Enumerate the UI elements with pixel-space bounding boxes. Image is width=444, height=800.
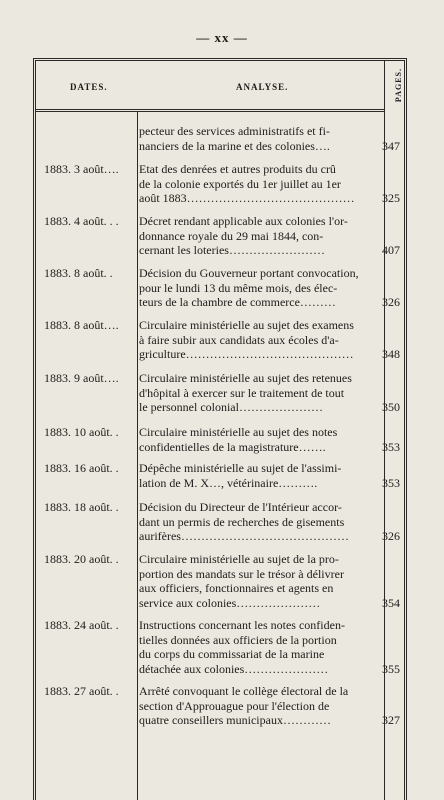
page-number: — xx — (196, 30, 248, 45)
analysis-line: portion des mandats sur le trésor à délivrer (139, 566, 344, 581)
entry-page-number: 348 (382, 347, 400, 361)
entry-page-number: 354 (382, 595, 400, 610)
analysis-line: Décision du Directeur de l'Intérieur accor- (139, 500, 342, 514)
analysis-line: donnance royale du 29 mai 1844, con- (139, 228, 324, 243)
entry-page-number: 353 (382, 475, 400, 490)
entry-analysis (139, 500, 381, 544)
analysis-line: Circulaire ministérielle au sujet des retenues (139, 371, 352, 385)
table-row (36, 214, 404, 258)
header-analyse: ANALYSE. (236, 82, 289, 92)
analysis-line: Arrêté convoquant le collège électoral de la (139, 684, 349, 698)
entry-date: 1883. 10 août. . (44, 425, 119, 439)
entry-analysis (139, 371, 381, 415)
entry-date: 1883. 24 août. . (44, 618, 119, 632)
entry-date: 1883. 3 août…. (44, 162, 119, 176)
table-row (36, 318, 404, 362)
entry-date: 1883. 16 août. . (44, 461, 119, 475)
analysis-line: griculture…………………………………… (139, 347, 354, 361)
entry-analysis (139, 618, 381, 676)
table-row (36, 266, 404, 310)
entry-page-number: 350 (382, 400, 400, 414)
analysis-line: nanciers de la marine et des colonies…. (139, 138, 330, 153)
header-pages: PAGES. (394, 68, 403, 103)
table-row (36, 124, 404, 153)
analysis-line: Décret rendant applicable aux colonies l'or- (139, 214, 348, 228)
analysis-line: détachée aux colonies………………… (139, 661, 329, 676)
entry-page-number: 407 (382, 243, 400, 257)
analysis-line: pecteur des services administratifs et fi- (139, 124, 330, 138)
analysis-line: service aux colonies………………… (139, 595, 321, 610)
header-dates: DATES. (70, 82, 108, 92)
entry-page-number: 355 (382, 661, 400, 676)
entry-date: 1883. 18 août. . (44, 500, 119, 514)
analysis-line: Dépêche ministérielle au sujet de l'assimi- (139, 461, 342, 475)
table-row (36, 425, 404, 454)
table-row (36, 618, 404, 676)
analysis-line: Circulaire ministérielle au sujet des examens (139, 318, 354, 332)
entry-page-number: 326 (382, 295, 400, 309)
table-row (36, 684, 404, 728)
analysis-line: le personnel colonial………………… (139, 400, 323, 414)
analysis-line: du corps du commissariat de la marine (139, 647, 325, 661)
analysis-line: section d'Approuague pour l'élection de (139, 698, 330, 713)
entry-page-number: 347 (382, 138, 400, 153)
entry-analysis (139, 684, 381, 728)
analysis-line: Instructions concernant les notes confiden- (139, 618, 345, 632)
table-row (36, 371, 404, 415)
analysis-line: Décision du Gouverneur portant convocation, (139, 266, 359, 280)
analysis-line: tielles données aux officiers de la portion (139, 632, 337, 647)
entry-analysis (139, 214, 381, 258)
entry-page-number: 353 (382, 439, 400, 454)
entry-date: 1883. 4 août. . . (44, 214, 119, 228)
entry-analysis (139, 266, 381, 310)
analysis-line: Circulaire ministérielle au sujet des notes (139, 425, 338, 439)
analysis-line: dant un permis de recherches de gisements (139, 514, 345, 529)
analysis-line: confidentielles de la magistrature……. (139, 439, 326, 454)
header-rule (36, 109, 384, 112)
entry-analysis (139, 162, 381, 206)
table-row (36, 461, 404, 490)
analysis-line: Etat des denrées et autres produits du crû (139, 162, 336, 176)
entry-date: 1883. 8 août. . (44, 266, 113, 280)
table-header (36, 60, 404, 112)
entry-date: 1883. 8 août…. (44, 318, 119, 332)
analysis-line: de la colonie exportés du 1er juillet au 1er (139, 176, 341, 191)
table-row (36, 162, 404, 206)
analysis-line: à faire subir aux candidats aux écoles d'a- (139, 332, 339, 347)
analysis-line: Circulaire ministérielle au sujet de la pro- (139, 552, 339, 566)
entry-page-number: 327 (382, 713, 400, 727)
analysis-line: quatre conseillers municipaux………… (139, 713, 331, 727)
analysis-line: teurs de la chambre de commerce……… (139, 295, 336, 309)
entry-page-number: 326 (382, 529, 400, 543)
entry-analysis (139, 124, 381, 153)
entry-date: 1883. 27 août. . (44, 684, 119, 698)
entry-analysis (139, 425, 381, 454)
entry-page-number: 325 (382, 191, 400, 205)
analysis-line: d'hôpital à exercer sur le traitement de tout (139, 385, 345, 400)
analysis-line: aux officiers, fonctionnaires et agents en (139, 581, 334, 595)
analysis-line: aurifères…………………………………… (139, 529, 349, 543)
analysis-line: pour le lundi 13 du même mois, des élec- (139, 280, 338, 295)
entry-analysis (139, 552, 381, 610)
table-row (36, 500, 404, 544)
analysis-line: cernant les loteries…………………… (139, 243, 325, 257)
entry-analysis (139, 461, 381, 490)
analysis-line: lation de M. X…, vétérinaire………. (139, 475, 318, 490)
entry-analysis (139, 318, 381, 362)
entry-date: 1883. 9 août…. (44, 371, 119, 385)
analysis-line: août 1883…………………………………… (139, 191, 355, 205)
table-row (36, 552, 404, 610)
entry-date: 1883. 20 août. . (44, 552, 119, 566)
